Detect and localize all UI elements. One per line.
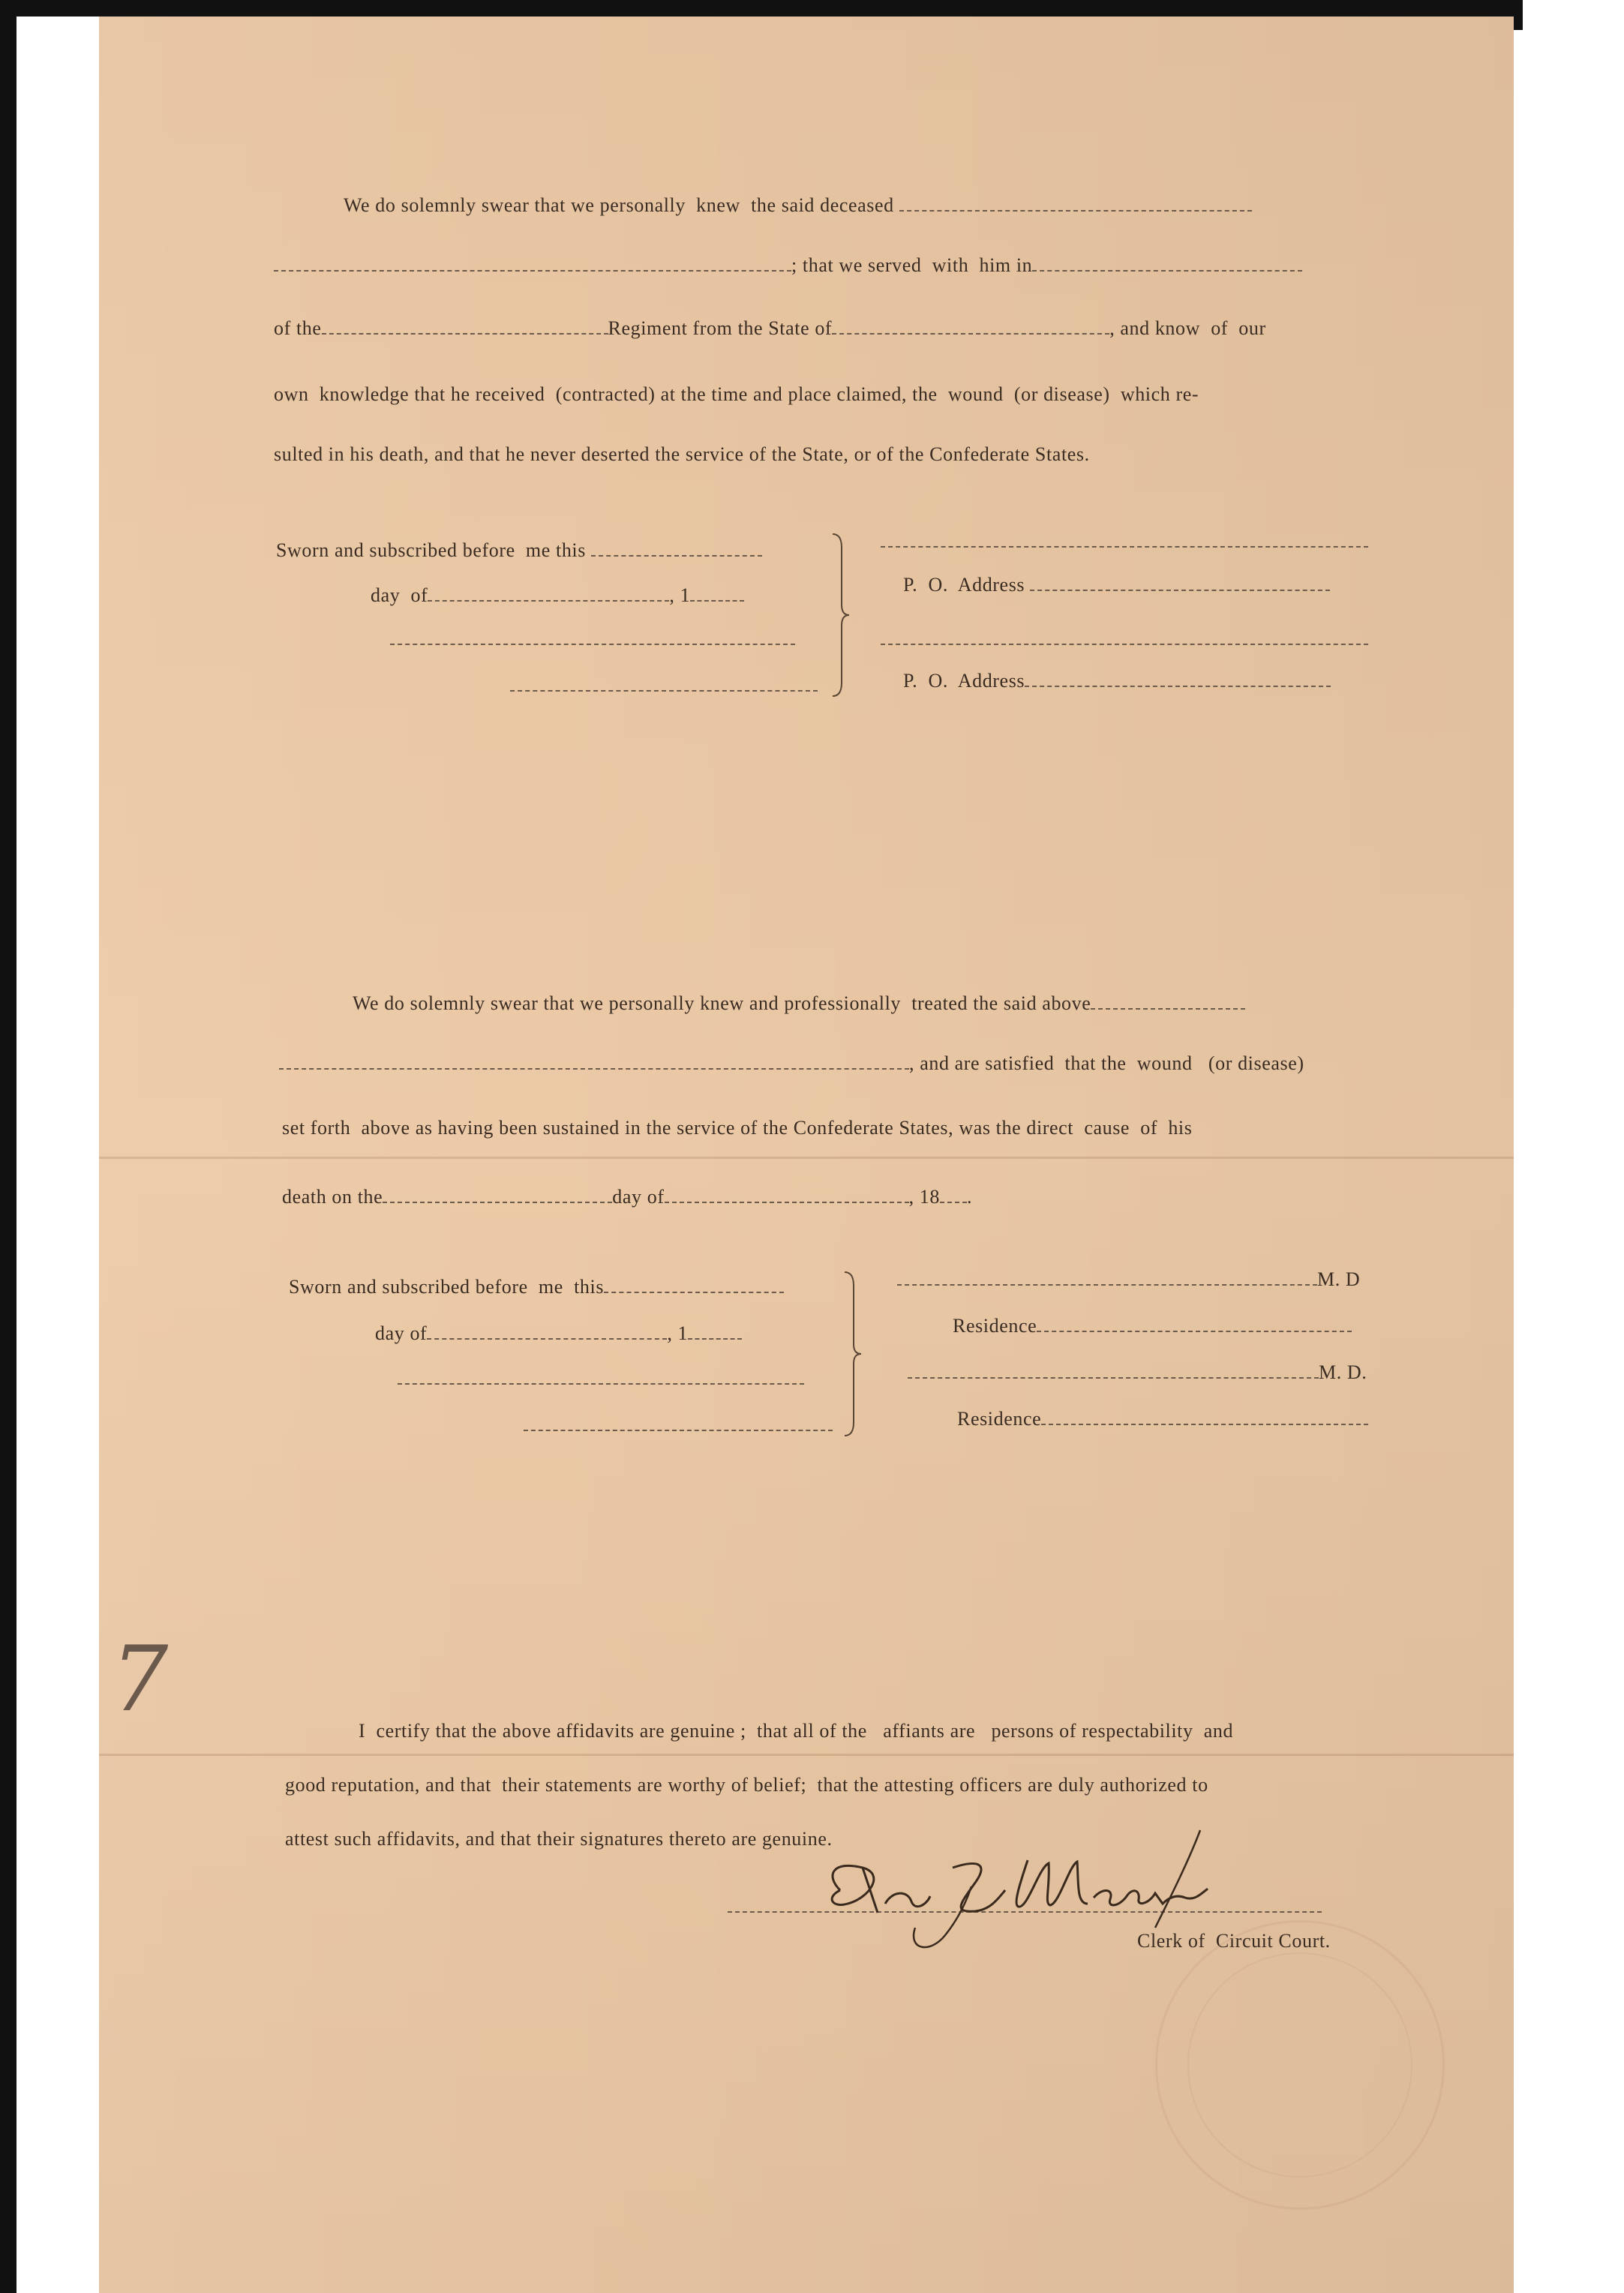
affiant-2-signature-line <box>881 644 1368 645</box>
jurat-2-signature-line <box>398 1383 804 1385</box>
jurat-2-day: day of , 1 <box>375 1322 742 1346</box>
comrades-line-3: of the Regiment from the State of , and know of our <box>274 317 1266 339</box>
po-address-1: P. O. Address <box>903 573 1330 597</box>
fold-line <box>99 1754 1514 1756</box>
fold-line <box>99 1157 1514 1159</box>
jurat-1-day: day of , 1 <box>371 584 744 608</box>
physicians-line-1: We do solemnly swear that we personally knew and professionally treated the said above <box>353 992 1245 1016</box>
scan-border-top <box>0 0 1523 17</box>
comrades-line-5: sulted in his death, and that he never deserted the service of the State, or of the Confederate States. <box>274 443 1090 465</box>
po-address-2: P. O. Address <box>903 669 1331 693</box>
physicians-line-4: death on the day of , 18 . <box>282 1186 973 1208</box>
brace-2 <box>843 1271 863 1437</box>
affiant-1-signature-line <box>881 546 1368 548</box>
clerk-title: Clerk of Circuit Court. <box>1137 1930 1331 1952</box>
jurat-2-officer-line <box>524 1430 833 1431</box>
jurat-1-signature-line <box>390 644 795 645</box>
comrades-line-4: own knowledge that he received (contracted) at the time and place claimed, the wound (or disease) which re- <box>274 383 1199 405</box>
residence-1: Residence <box>953 1314 1352 1338</box>
jurat-1-sworn: Sworn and subscribed before me this <box>276 539 762 563</box>
jurat-2-sworn: Sworn and subscribed before me this <box>289 1275 784 1299</box>
comrades-line-1: We do solemnly swear that we personally knew the said deceased <box>344 194 1252 218</box>
certification-line-3: attest such affidavits, and that their signatures thereto are genuine. <box>285 1828 833 1850</box>
physicians-line-2: , and are satisfied that the wound (or disease) <box>279 1052 1304 1076</box>
residence-2: Residence <box>957 1407 1368 1431</box>
margin-handwritten-number: 7 <box>111 1628 169 1732</box>
physician-1-line: M. D <box>897 1268 1360 1292</box>
jurat-1-officer-line <box>510 690 818 692</box>
certification-line-1: I certify that the above affidavits are genuine ; that all of the affiants are persons of respectability and <box>359 1720 1234 1742</box>
embossed-seal <box>1155 1920 1445 2210</box>
certification-line-2: good reputation, and that their statements are worthy of belief; that the attesting officers are duly authorized to <box>285 1774 1208 1796</box>
physicians-line-3: set forth above as having been sustained in the service of the Confederate States, was the direct cause of his <box>282 1117 1193 1139</box>
comrades-line-2: ; that we served with him in <box>274 254 1302 278</box>
physician-2-line: M. D. <box>908 1361 1367 1385</box>
scan-border-left <box>0 0 17 2293</box>
brace-1 <box>831 533 851 698</box>
